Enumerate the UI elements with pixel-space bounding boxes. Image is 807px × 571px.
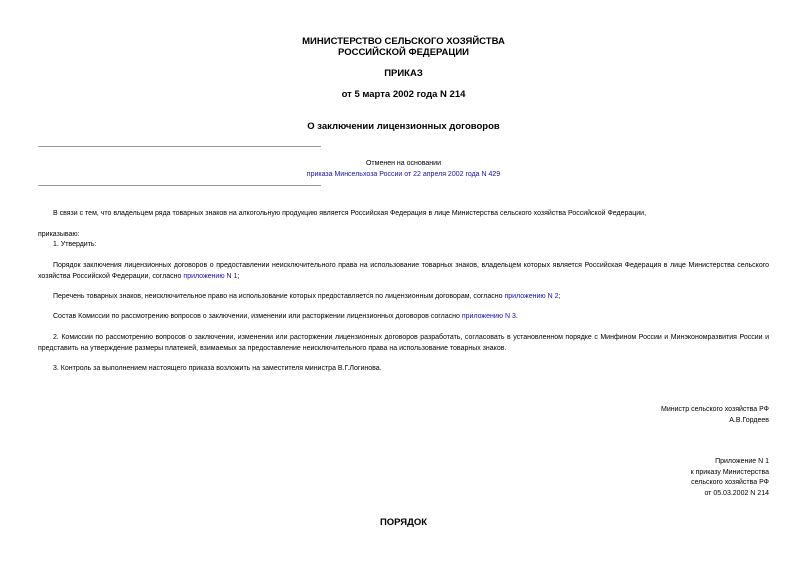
signature-block [661, 405, 769, 426]
divider-top [38, 146, 321, 147]
order-word: приказываю: [38, 231, 80, 238]
paragraph-order [38, 260, 769, 282]
appendix-1-link[interactable]: приложению N 1 [183, 273, 238, 280]
intro-paragraph: В связи с тем, что владельцем ряда товарных знаков на алкогольную продукцию является Российская Федерация в лице Министерства сельского хозяйства Российской Федерации, [53, 210, 647, 217]
appendix-heading: ПОРЯДОК [379, 517, 428, 528]
appendix-line-4: от 05.03.2002 N 214 [704, 489, 769, 497]
document-type: ПРИКАЗ [384, 68, 423, 79]
item-2: 2. Комиссии по рассмотрению вопросов о заключении, изменении или расторжении лицензионных договоров разработать, согласовать в установленном порядке с Минфином России и Минэкономразвития России и представить на утверждение размеры платежей, взимаемых за предоставление неисключительного права на использование товарных знаков. [38, 334, 769, 352]
appendix-3-link[interactable]: приложению N 3 [461, 313, 516, 320]
divider-bottom [38, 185, 321, 186]
appendix-2-link[interactable]: приложению N 2 [504, 293, 559, 300]
paragraph-list-text: Перечень товарных знаков, неисключительное право на использование которых предоставляется по лицензионным договорам, согласно [53, 293, 503, 300]
paragraph-commission-end: . [515, 313, 518, 320]
cancel-note-text: Отменен на основании [365, 160, 441, 167]
ministry-title-line2: РОССИЙСКОЙ ФЕДЕРАЦИИ [337, 47, 469, 58]
paragraph-commission [38, 311, 769, 322]
cancel-note-line [0, 169, 807, 180]
paragraph-order-text: Порядок заключения лицензионных договоров о предоставлении неисключительного права на использование товарных знаков, владельцем которых является Российская Федерация в лице Министерства сельского хозяйства Российской Федерации, согласно [38, 262, 769, 280]
appendix-line-3: сельского хозяйства РФ [691, 479, 769, 486]
document-subject: О заключении лицензионных договоров [307, 121, 500, 132]
document-date-number: от 5 марта 2002 года N 214 [341, 89, 466, 100]
appendix-line-1: Приложение N 1 [715, 458, 769, 465]
signature-name: А.В.Гордеев [729, 416, 769, 424]
paragraph-commission-text: Состав Комиссии по рассмотрению вопросов о заключении, изменении или расторжении лицензионных договоров согласно [53, 313, 460, 320]
appendix-header [691, 457, 769, 499]
cancel-order-link[interactable]: приказа Минсельхоза России от 22 апреля 2002 года N 429 [306, 171, 501, 178]
item-3: 3. Контроль за выполнением настоящего приказа возложить на заместителя министра В.Г.Логинова. [53, 365, 382, 372]
paragraph-order-end: ; [237, 273, 240, 280]
ministry-title-line1: МИНИСТЕРСТВО СЕЛЬСКОГО ХОЗЯЙСТВА [302, 36, 505, 47]
paragraph-list [38, 291, 769, 302]
paragraph-list-end: ; [558, 293, 561, 300]
item-1: 1. Утвердить: [53, 241, 97, 248]
signature-position: Министр сельского хозяйства РФ [661, 406, 769, 413]
appendix-line-2: к приказу Министерства [690, 468, 769, 476]
